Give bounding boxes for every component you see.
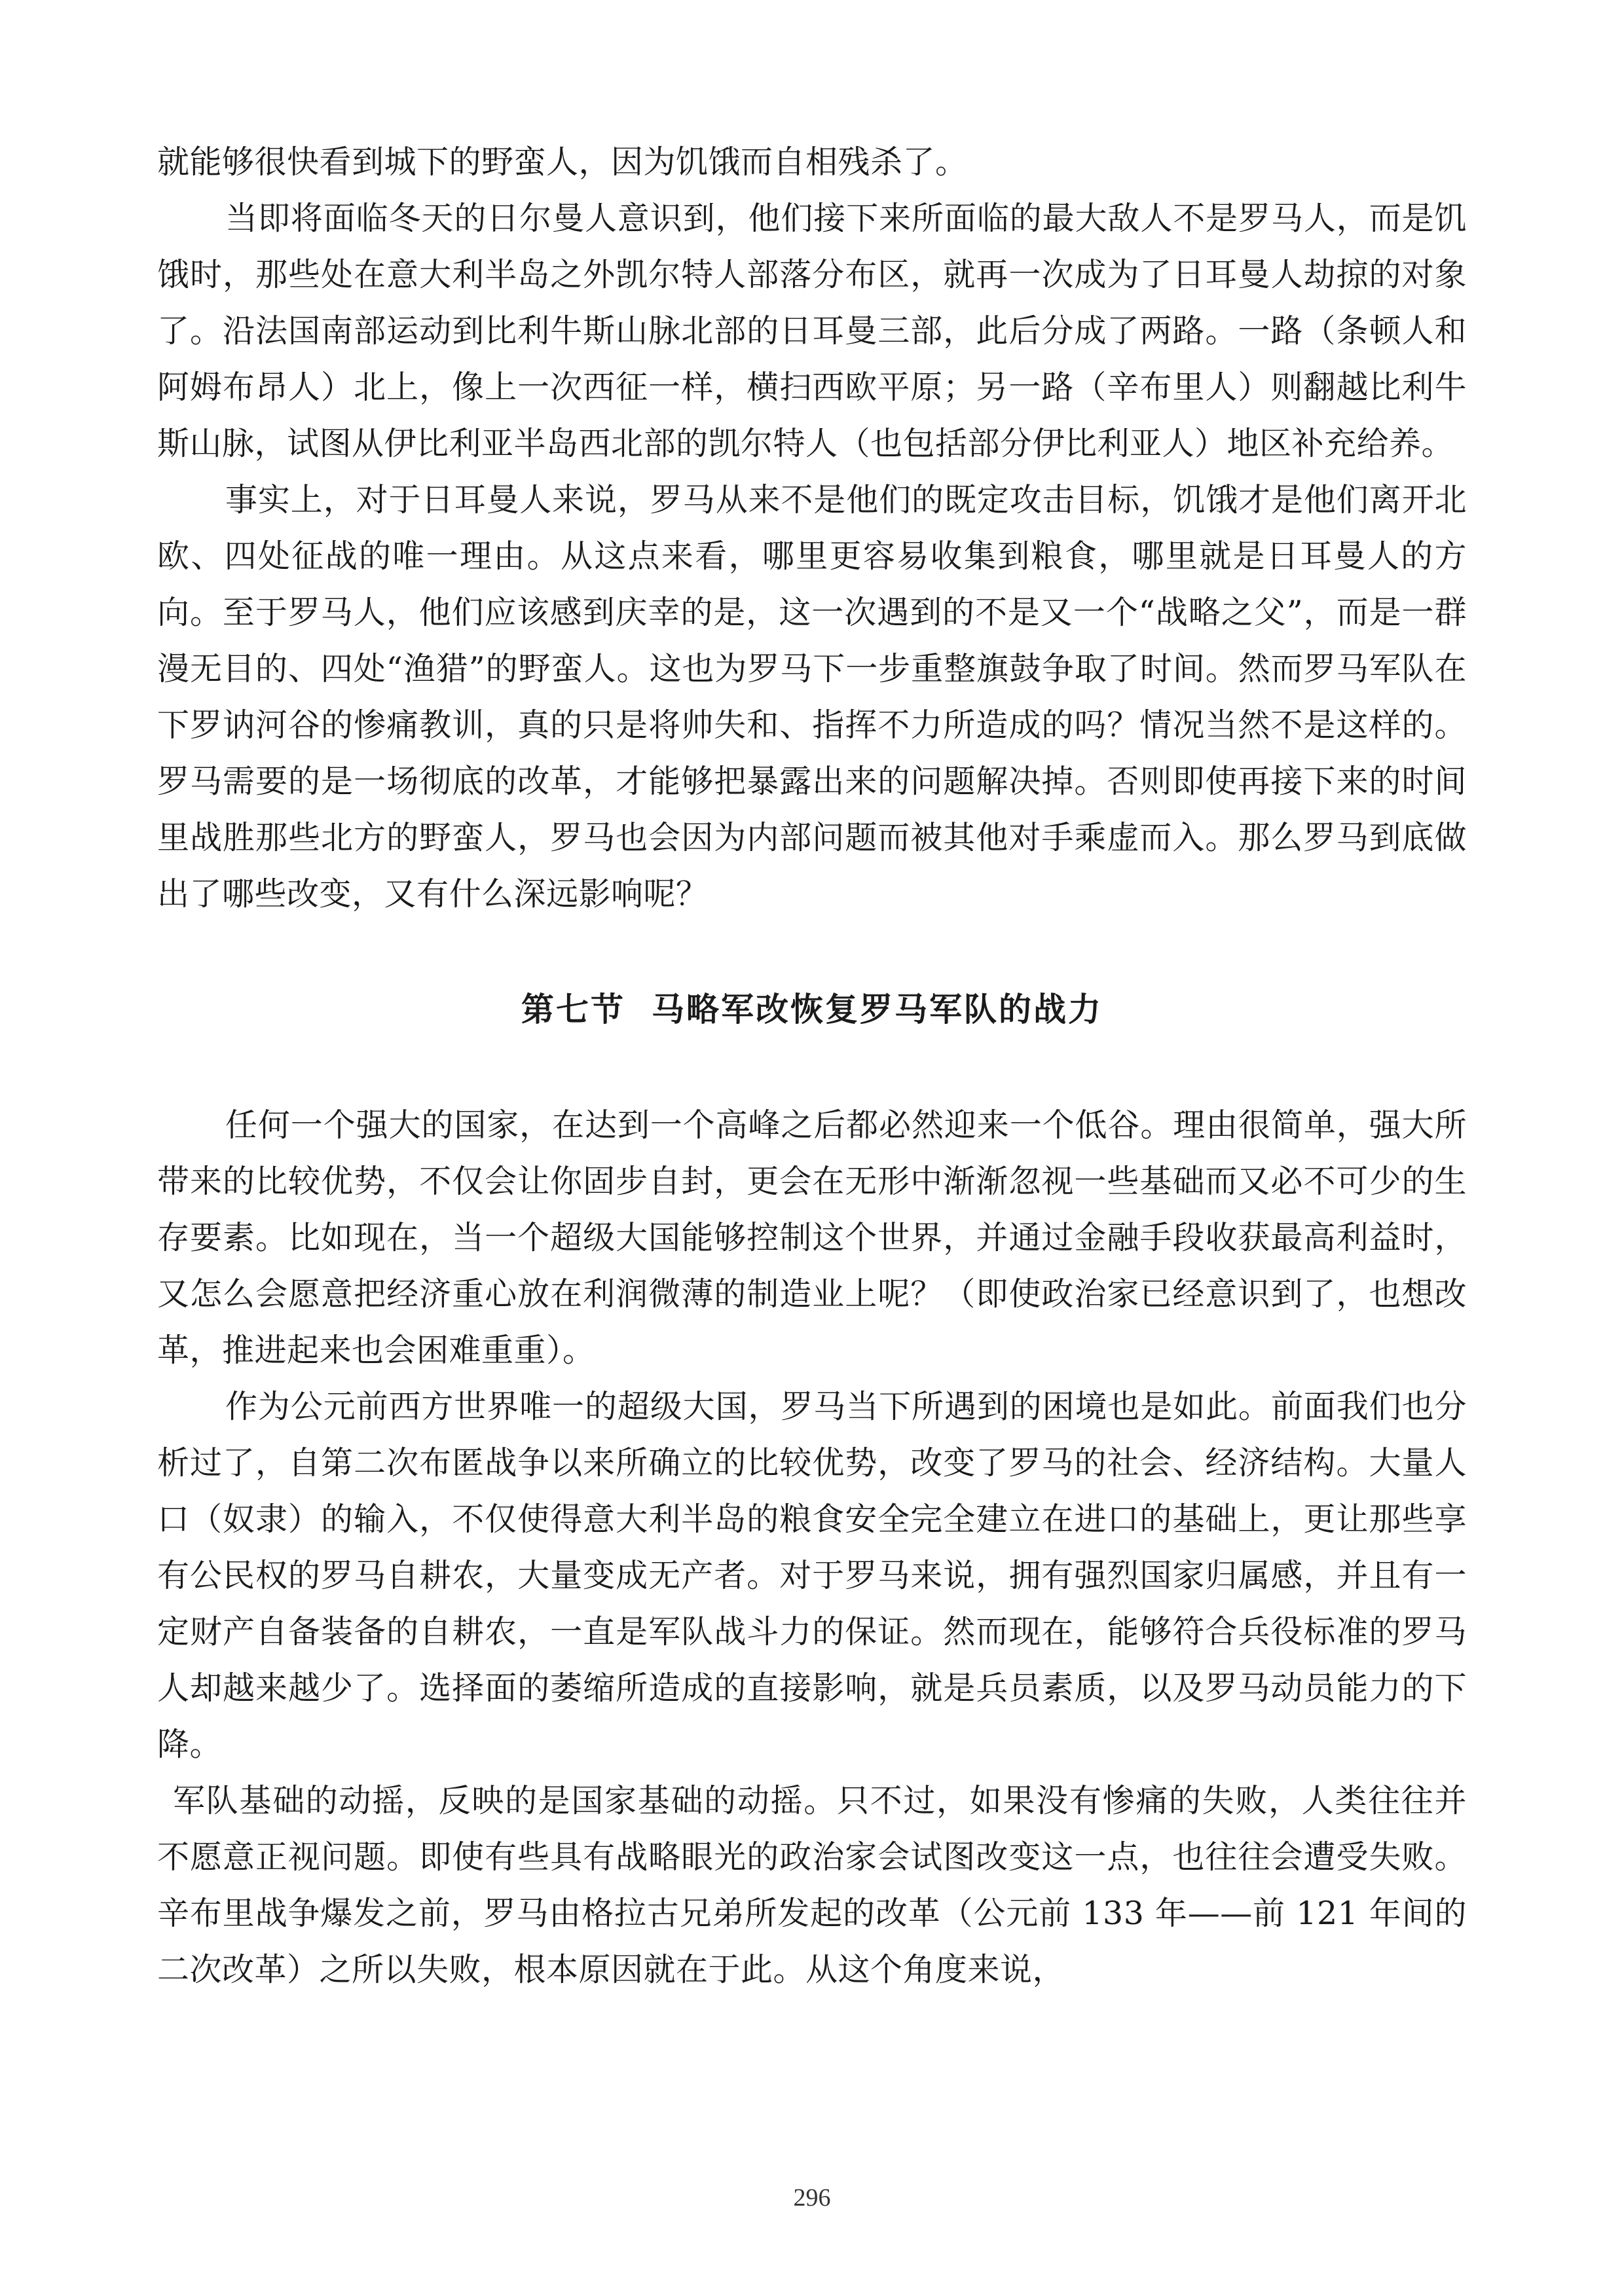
paragraph-army-foundation: 军队基础的动摇，反映的是国家基础的动摇。只不过，如果没有惨痛的失败，人类往往并不愿意正视问题。即使有些具有战略眼光的政治家会试图改变这一点，也往往会遭受失败。辛布里战争爆发之前，罗马由格拉古兄弟所发起的改革（公元前 133 年——前 121 年间的二次改革）之所以失败，根本原因就在于此。从这个角度来说， [157, 1782, 1467, 1988]
section-number: 第七节 [521, 991, 625, 1029]
paragraph-hunger-reason: 事实上，对于日耳曼人来说，罗马从来不是他们的既定攻击目标，饥饿才是他们离开北欧、四处征战的唯一理由。从这点来看，哪里更容易收集到粮食，哪里就是日耳曼人的方向。至于罗马人，他们应该感到庆幸的是，这一次遇到的不是又一个“战略之父”，而是一群漫无目的、四处“渔猎”的野蛮人。这也为罗马下一步重整旗鼓争取了时间。然而罗马军队在下罗讷河谷的惨痛教训，真的只是将帅失和、指挥不力所造成的吗？情况当然不是这样的。罗马需要的是一场彻底的改革，才能够把暴露出来的问题解决掉。否则即使再接下来的时间里战胜那些北方的野蛮人，罗马也会因为内部问题而被其他对手乘虚而入。那么罗马到底做出了哪些改变，又有什么深远影响呢？ [157, 481, 1467, 913]
page-number: 296 [793, 2184, 831, 2212]
page-body [157, 134, 1467, 1998]
section-heading [157, 983, 1467, 1036]
paragraph-great-power: 任何一个强大的国家，在达到一个高峰之后都必然迎来一个低谷。理由很简单，强大所带来的比较优势，不仅会让你固步自封，更会在无形中渐渐忽视一些基础而又必不可少的生存要素。比如现在，当一个超级大国能够控制这个世界，并通过金融手段收获最高利益时，又怎么会愿意把经济重心放在利润微薄的制造业上呢？（即使政治家已经意识到了，也想改革，推进起来也会困难重重）。 [157, 1106, 1467, 1369]
section-title: 马略军改恢复罗马军队的战力 [652, 991, 1103, 1029]
paragraph-germanic-winter: 当即将面临冬天的日尔曼人意识到，他们接下来所面临的最大敌人不是罗马人，而是饥饿时，那些处在意大利半岛之外凯尔特人部落分布区，就再一次成为了日耳曼人劫掠的对象了。沿法国南部运动到比利牛斯山脉北部的日耳曼三部，此后分成了两路。一路（条顿人和阿姆布昂人）北上，像上一次西征一样，横扫西欧平原；另一路（辛布里人）则翻越比利牛斯山脉，试图从伊比利亚半岛西北部的凯尔特人（也包括部分伊比利亚人）地区补充给养。 [157, 200, 1467, 462]
paragraph-continuation: 就能够很快看到城下的野蛮人，因为饥饿而自相残杀了。 [157, 143, 968, 181]
paragraph-superpower-dilemma: 作为公元前西方世界唯一的超级大国，罗马当下所遇到的困境也是如此。前面我们也分析过了，自第二次布匿战争以来所确立的比较优势，改变了罗马的社会、经济结构。大量人口（奴隶）的输入，不仅使得意大利半岛的粮食安全完全建立在进口的基础上，更让那些享有公民权的罗马自耕农，大量变成无产者。对于罗马来说，拥有强烈国家归属感，并且有一定财产自备装备的自耕农，一直是军队战斗力的保证。然而现在，能够符合兵役标准的罗马人却越来越少了。选择面的萎缩所造成的直接影响，就是兵员素质，以及罗马动员能力的下降。 [157, 1388, 1467, 1763]
